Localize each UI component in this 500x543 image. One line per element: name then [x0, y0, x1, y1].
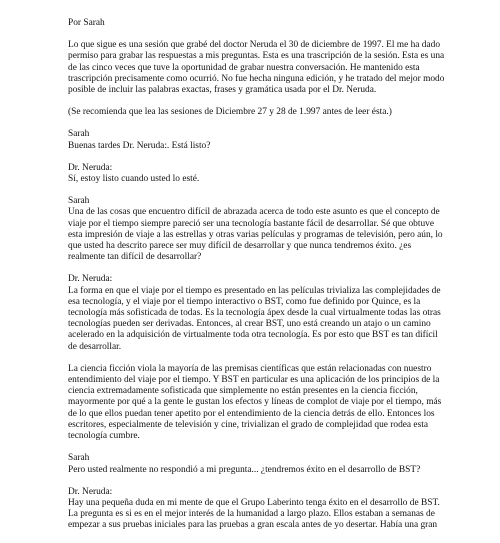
document-title: Por Sarah [68, 18, 105, 28]
document-body [68, 18, 446, 543]
dialogue-entry [68, 487, 446, 532]
speaker-label: Dr. Neruda: [68, 274, 113, 285]
speaker-label: Dr. Neruda: [68, 162, 113, 173]
dialogue-text: La forma en que el viaje por el tiempo es presentado en las películas trivializa las complejidades de esa tecnología, y el viaje por el tiempo interactivo o BST, como fue definido por Quince, es la tecnología más sofisticada de todas. Es la tecnología ápex desde la cual virtualmente todas las otras tecnologías pueden ser derivadas. Entonces, al crear BST, uno está creando un atajo o un camino acelerado en la adquisición de virtualmente toda otra tecnología. Es por esto que BST es tan difícil de desarrollar. [68, 285, 441, 352]
dialogue-entry [68, 453, 446, 475]
dialogue-text: Sí, estoy listo cuando usted lo esté. [68, 174, 200, 185]
reading-note: (Se recomienda que lea las sesiones de Diciembre 27 y 28 de 1.997 antes de leer ésta.) [68, 107, 392, 118]
dialogue-entry [68, 196, 446, 263]
speaker-label: Sarah [68, 129, 90, 140]
speaker-label: Sarah [68, 196, 90, 207]
dialogue-entry [68, 274, 446, 352]
dialogue-text: Pero usted realmente no respondió a mi pregunta... ¿tendremos éxito en el desarrollo de BST? [68, 464, 421, 475]
dialogue-text: Hay una pequeña duda en mi mente de que el Grupo Laberinto tenga éxito en el desarrollo de BST. La pregunta es si es en el mejor interés de la humanidad a largo plazo. Ellos estaban a semanas de empezar a sus pruebas iniciales para las pruebas a gran escala antes de yo desertar. Había una gran [68, 497, 440, 531]
speaker-label: Sarah [68, 453, 90, 464]
dialogue-text: Buenas tardes Dr. Neruda:. Está listo? [68, 140, 211, 151]
intro-paragraph: Lo que sigue es una sesión que grabé del doctor Neruda el 30 de diciembre de 1997. El me ha dado permiso para grabar las respuestas a mis preguntas. Esta es una trascripción de la sesión. Esta es una de las cinco veces que tuve la oportunidad de grabar nuestra conversación. He mantenido esta trascripción precisamente como ocurrió. No fue hecha ninguna edición, y he tratado del mejor modo posible de incluir las palabras exactas, frases y gramática usada por el Dr. Neruda. [68, 40, 445, 96]
dialogue-continuation [68, 364, 446, 442]
speaker-label: Dr. Neruda: [68, 486, 113, 497]
dialogue-text: Una de las cosas que encuentro difícil de abrazada acerca de todo este asunto es que el concepto de viaje por el tiempo siempre pareció ser una tecnología bastante fácil de desarrollar. Sé que obtuve esta impresión de viaje a las estrellas y otras varias películas y programas de televisión, pero aún, lo que usted ha descrito parece ser muy difícil de desarrollar y que nunca tendremos éxito. ¿es realmente tan difícil de desarrollar? [68, 207, 443, 263]
dialogue-entry [68, 129, 446, 151]
dialogue-text: La ciencia ficción viola la mayoría de las premisas científicas que están relacionadas con nuestro entendimiento del viaje por el tiempo. Y BST en particular es una aplicación de los principios de la ciencia extremadamente sofisticada que simplemente no están presentes en la ciencia ficción, mayormente por qué a la gente le gustan los efectos y líneas de complot de viaje por el tiempo, más de lo que ellos puedan tener apetito por el entendimiento de la ciencia detrás de ello. Entonces los escritores, especialmente de televisión y cine, trivializan el grado de complejidad que rodea esta tecnología cumbre. [68, 363, 442, 442]
dialogue-entry [68, 163, 446, 185]
